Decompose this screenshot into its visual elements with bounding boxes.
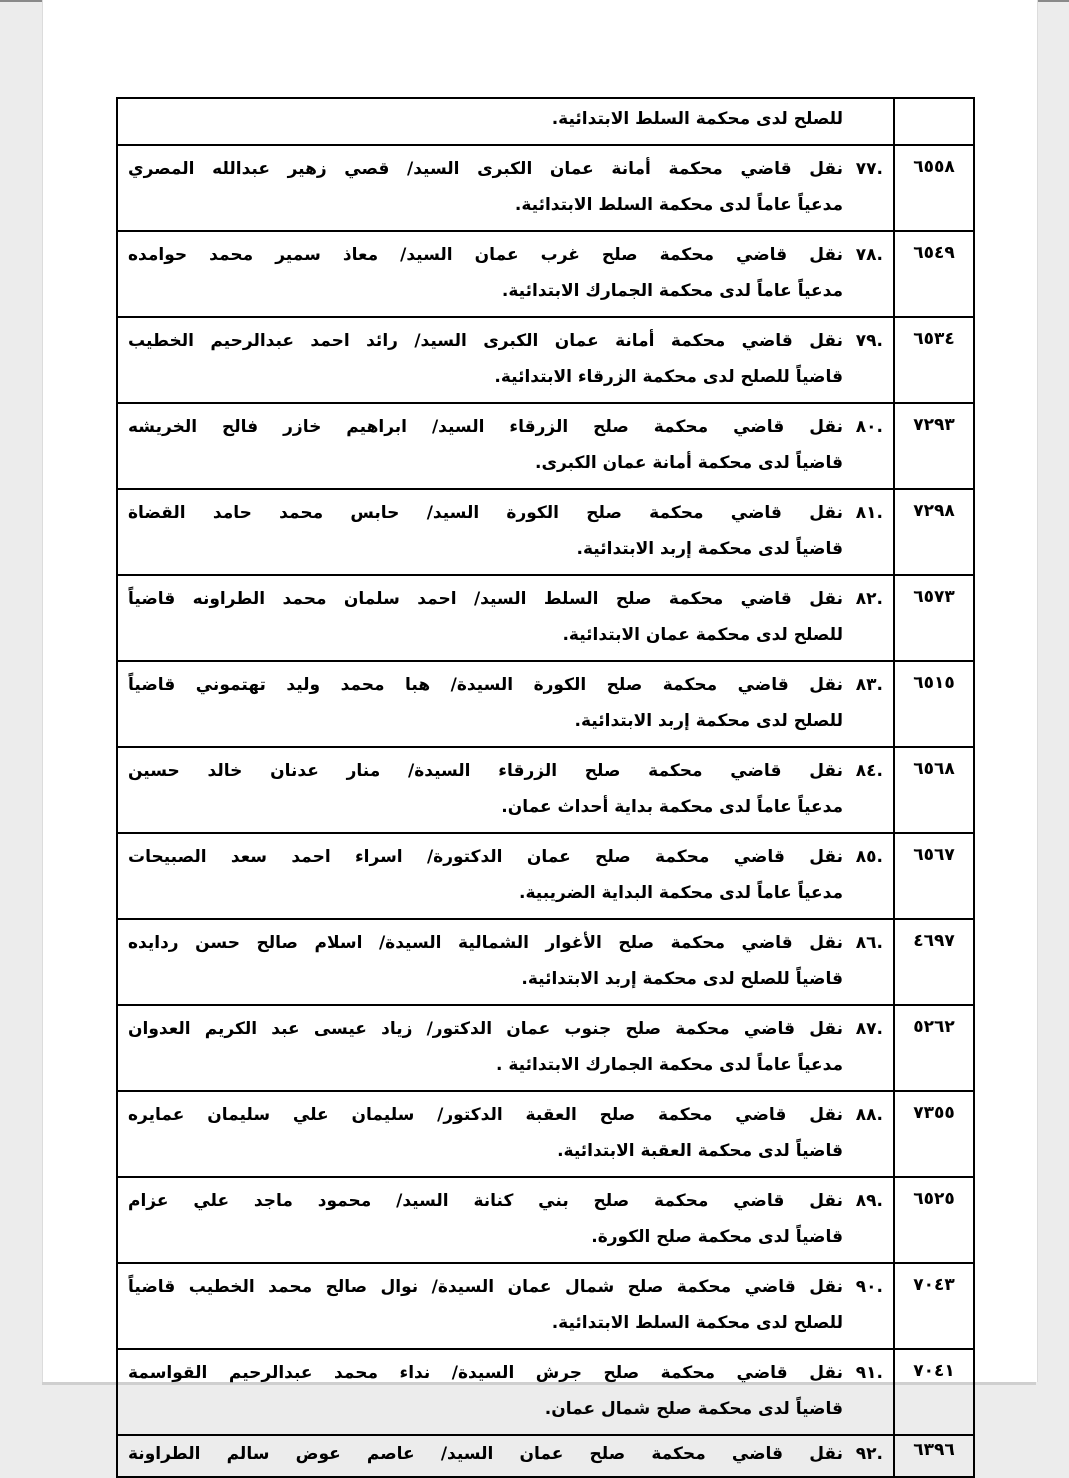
row-number: .٨٧ <box>855 1019 883 1039</box>
row-id: ٧٠٤٣ <box>895 1264 975 1350</box>
table-row <box>118 920 975 1006</box>
row-line-2: قاضياً لدى محكمة العقبة الابتدائية. <box>557 1141 843 1161</box>
row-line-2: للصلح لدى محكمة إربد الابتدائية. <box>574 711 843 731</box>
row-text <box>118 404 895 490</box>
row-line-1-text: نقل قاضي محكمة صلح الكورة السيدة/ هبا محمد وليد تهتموني قاضياً <box>128 675 843 695</box>
table-row <box>118 1436 975 1478</box>
row-number: .٩٢ <box>855 1444 883 1464</box>
row-line-1 <box>128 753 883 789</box>
table-row <box>118 748 975 834</box>
row-line-1 <box>128 323 883 359</box>
row-line-1 <box>128 495 883 531</box>
row-number: .٩٠ <box>855 1277 883 1297</box>
row-id: ٦٣٩٦ <box>895 1436 975 1478</box>
table-row <box>118 1006 975 1092</box>
row-line-2: قاضياً لدى محكمة أمانة عمان الكبرى. <box>535 453 843 473</box>
row-text <box>118 920 895 1006</box>
row-number: .٧٨ <box>855 245 883 265</box>
row-line-1 <box>128 667 883 703</box>
row-line-1 <box>128 839 883 875</box>
row-line-1-text: نقل قاضي محكمة صلح عمان الدكتورة/ اسراء احمد سعد الصبيحات <box>128 847 843 867</box>
row-line-1 <box>128 237 883 273</box>
row-number: .٨٣ <box>855 675 883 695</box>
row-line-1-text: نقل قاضي محكمة صلح بني كنانة السيد/ محمود ماجد علي عزام <box>128 1191 843 1211</box>
row-line-1-text: نقل قاضي محكمة صلح الزرقاء السيدة/ منار عدنان خالد حسين <box>128 761 843 781</box>
row-id: ٦٥٦٧ <box>895 834 975 920</box>
row-line-1-text: نقل قاضي محكمة صلح الكورة السيد/ حابس محمد حامد القضاة <box>128 503 843 523</box>
row-number: .٧٩ <box>855 331 883 351</box>
row-line-1-text: نقل قاضي محكمة صلح الأغوار الشمالية السيدة/ اسلام صالح حسن ردايده <box>128 933 843 953</box>
row-line-1 <box>128 925 883 961</box>
row-line-2: قاضياً لدى محكمة صلح الكورة. <box>591 1227 843 1247</box>
row-id: ٥٢٦٢ <box>895 1006 975 1092</box>
row-line-1 <box>128 1011 883 1047</box>
table-row <box>118 1178 975 1264</box>
row-text <box>118 662 895 748</box>
row-line-1-text: نقل قاضي محكمة صلح شمال عمان السيدة/ نوال صالح محمد الخطيب قاضياً <box>128 1277 843 1297</box>
row-line-1-text: نقل قاضي محكمة صلح العقبة الدكتور/ سليمان علي سليمان عمايره <box>128 1105 843 1125</box>
table-row <box>118 490 975 576</box>
row-id: ٦٥٧٣ <box>895 576 975 662</box>
row-line-2: للصلح لدى محكمة عمان الابتدائية. <box>562 625 843 645</box>
row-number: .٨٨ <box>855 1105 883 1125</box>
row-line-2: قاضياً لدى محكمة صلح شمال عمان. <box>544 1399 843 1419</box>
table-row <box>118 232 975 318</box>
row-number: .٨٠ <box>855 417 883 437</box>
table-row <box>118 318 975 404</box>
row-text <box>118 1264 895 1350</box>
row-id: ٦٥٥٨ <box>895 146 975 232</box>
row-id: ٦٥٢٥ <box>895 1178 975 1264</box>
row-number: .٧٧ <box>855 159 883 179</box>
row-number: .٨٤ <box>855 761 883 781</box>
row-text <box>118 232 895 318</box>
row-text <box>118 318 895 404</box>
row-line-1 <box>128 1097 883 1133</box>
row-number: .٨١ <box>855 503 883 523</box>
table-row <box>118 1264 975 1350</box>
row-id: ٦٥١٥ <box>895 662 975 748</box>
row-line-2: للصلح لدى محكمة السلط الابتدائية. <box>551 1313 843 1333</box>
row-line-1-text: نقل قاضي محكمة صلح جرش السيدة/ نداء محمد عبدالرحيم القواسمة <box>128 1363 843 1383</box>
row-id: ٤٦٩٧ <box>895 920 975 1006</box>
row-line-1-text: نقل قاضي محكمة صلح غرب عمان السيد/ معاذ سمير محمد حوامده <box>128 245 843 265</box>
table-row-continuation <box>118 99 975 146</box>
row-text <box>118 1436 895 1478</box>
table-row <box>118 1092 975 1178</box>
transfers-table <box>116 97 975 1478</box>
row-text <box>118 1350 895 1436</box>
row-text <box>118 490 895 576</box>
row-id: ٧٢٩٣ <box>895 404 975 490</box>
row-text <box>118 576 895 662</box>
table-row <box>118 1350 975 1436</box>
row-line-1 <box>128 409 883 445</box>
row-line-2: قاضياً للصلح لدى محكمة الزرقاء الابتدائية. <box>494 367 843 387</box>
row-line-1-text: نقل قاضي محكمة صلح جنوب عمان الدكتور/ زياد عيسى عبد الكريم العدوان <box>128 1019 843 1039</box>
row-text <box>118 146 895 232</box>
row-text <box>118 1092 895 1178</box>
row-number: .٨٦ <box>855 933 883 953</box>
row-line-1 <box>128 1183 883 1219</box>
row-line-1-text: نقل قاضي محكمة صلح عمان السيد/ عاصم عوض سالم الطراونة <box>128 1444 843 1464</box>
table-row <box>118 576 975 662</box>
row-number: .٨٩ <box>855 1191 883 1211</box>
row-text <box>118 748 895 834</box>
row-id: ٦٥٣٤ <box>895 318 975 404</box>
row-line-2: قاضياً للصلح لدى محكمة إربد الابتدائية. <box>521 969 843 989</box>
row-line-1-text: نقل قاضي محكمة أمانة عمان الكبرى السيد/ رائد احمد عبدالرحيم الخطيب <box>128 331 843 351</box>
row-id: ٧٢٩٨ <box>895 490 975 576</box>
row-id: ٦٥٤٩ <box>895 232 975 318</box>
row-text <box>118 834 895 920</box>
row-id <box>895 99 975 146</box>
row-line-2: مدعياً عاماً لدى محكمة الجمارك الابتدائية. <box>501 281 843 301</box>
row-number: .٩١ <box>855 1363 883 1383</box>
row-line-2: مدعياً عاماً لدى محكمة السلط الابتدائية. <box>514 195 843 215</box>
table-row <box>118 404 975 490</box>
row-line-2: قاضياً لدى محكمة إربد الابتدائية. <box>576 539 843 559</box>
row-line-1-text: نقل قاضي محكمة صلح الزرقاء السيد/ ابراهيم خازر فالح الخريشه <box>128 417 843 437</box>
table-body <box>118 99 975 1478</box>
row-id: ٦٥٦٨ <box>895 748 975 834</box>
row-line-2: مدعياً عاماً لدى محكمة بداية أحداث عمان. <box>501 797 843 817</box>
row-line-1 <box>128 151 883 187</box>
table-row <box>118 662 975 748</box>
row-text <box>118 1178 895 1264</box>
row-line-2: مدعياً عاماً لدى محكمة الجمارك الابتدائية . <box>495 1055 843 1075</box>
row-id: ٧٣٥٥ <box>895 1092 975 1178</box>
row-text <box>118 99 895 146</box>
continuation-text: للصلح لدى محكمة السلط الابتدائية. <box>551 109 843 129</box>
row-line-1 <box>128 581 883 617</box>
row-line-1-text: نقل قاضي محكمة أمانة عمان الكبرى السيد/ قصي زهير عبدالله المصري <box>128 159 843 179</box>
row-line-1 <box>128 1269 883 1305</box>
row-number: .٨٢ <box>855 589 883 609</box>
row-line-1 <box>128 1436 883 1472</box>
table-row <box>118 834 975 920</box>
row-line-1-text: نقل قاضي محكمة صلح السلط السيد/ احمد سلمان محمد الطراونه قاضياً <box>128 589 843 609</box>
row-id: ٧٠٤١ <box>895 1350 975 1436</box>
row-text <box>118 1006 895 1092</box>
table-row <box>118 146 975 232</box>
row-line-2: مدعياً عاماً لدى محكمة البداية الضريبية. <box>519 883 843 903</box>
row-number: .٨٥ <box>855 847 883 867</box>
